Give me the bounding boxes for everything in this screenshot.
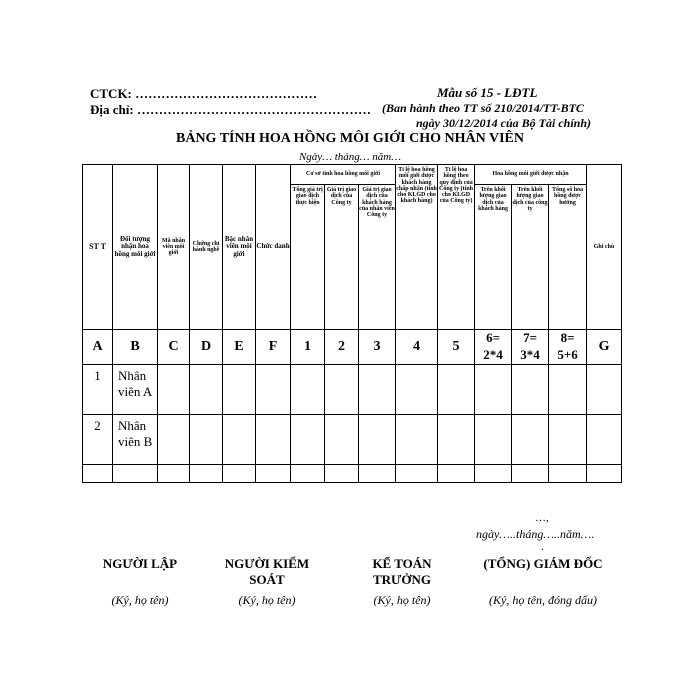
empty-cell [83,464,113,482]
col-letter: E [223,330,256,365]
header-doi-tuong: Đối tượng nhận hoa hồng môi giới [113,165,158,330]
col-letter: F [256,330,291,365]
empty-cell [359,364,396,414]
empty-cell [396,464,438,482]
address-line: Địa chỉ: ……………………………………………… [90,102,371,117]
header-tong-hoa-hong: Tổng số hoa hồng được hưởng [549,185,587,330]
empty-cell [475,364,512,414]
header-chuc-danh: Chức danh [256,165,291,330]
row-name: Nhân viên A [113,364,158,414]
place-dots: …, [535,512,549,524]
empty-cell [325,464,359,482]
header-gt-cong-ty: Giá trị giao dịch của Công ty [325,185,359,330]
empty-cell [113,464,158,482]
empty-cell [291,364,325,414]
col-letter: 1 [291,330,325,365]
col-letter: B [113,330,158,365]
empty-cell [190,414,223,464]
empty-cell [223,364,256,414]
empty-cell [587,464,622,482]
issued-by-line-2: ngày 30/12/2014 của Bộ Tài chính) [416,116,592,130]
col-letter: 5 [438,330,475,365]
empty-cell [475,414,512,464]
empty-cell [223,464,256,482]
empty-cell [256,414,291,464]
empty-cell [587,414,622,464]
ctck-line: CTCK: …………………………………… [90,86,318,101]
signer-nguoi-kiem-soat: NGƯỜI KIỂM SOÁT [224,556,310,588]
header-bac-nhan-vien: Bậc nhân viên môi giới [223,165,256,330]
header-group-co-so: Cơ sở tính hoa hồng môi giới [291,165,396,185]
col-formula: 8= 5+6 [549,330,587,365]
sign-note: (Ký, họ tên) [373,593,431,607]
empty-cell [256,464,291,482]
col-letter: G [587,330,622,365]
form-number: Mẫu số 15 - LĐTL [437,85,538,100]
sign-note: (Ký, họ tên) [238,593,296,607]
row-stt: 2 [83,414,113,464]
empty-cell [190,464,223,482]
empty-cell [158,364,190,414]
header-gt-khach-hang: Giá trị giao dịch của khách hàng của nhân viên Công ty [359,185,396,330]
header-stt: ST T [83,165,113,330]
column-letter-row [83,330,622,365]
issued-by-line-1: (Ban hành theo TT số 210/2014/TT-BTC [382,101,584,115]
table-row [83,464,622,482]
document-date: Ngày… tháng… năm… [298,151,402,163]
col-letter: 2 [325,330,359,365]
empty-cell [438,414,475,464]
empty-cell [549,364,587,414]
empty-cell [190,364,223,414]
empty-cell [396,364,438,414]
empty-cell [325,414,359,464]
empty-cell [359,464,396,482]
empty-cell [549,414,587,464]
col-letter: 3 [359,330,396,365]
empty-cell [587,364,622,414]
row-name: Nhân viên B [113,414,158,464]
empty-cell [512,364,549,414]
header-group-hoa-hong: Hoa hồng môi giới được nhận [475,165,587,185]
table-row [83,364,622,414]
date-end-dot: . [541,541,544,553]
signer-giam-doc: (TỔNG) GIÁM ĐỐC [483,556,603,571]
header-hh-cong-ty: Trên khối lượng giao dịch của công ty [512,185,549,330]
empty-cell [438,364,475,414]
empty-cell [325,364,359,414]
sign-note: (Ký, họ tên) [111,593,169,607]
empty-cell [158,414,190,464]
col-formula: 6= 2*4 [475,330,512,365]
empty-cell [512,414,549,464]
empty-cell [438,464,475,482]
header-tong-giao-dich: Tổng giá trị giao dịch thực hiện [291,185,325,330]
col-letter: C [158,330,190,365]
empty-cell [475,464,512,482]
empty-cell [291,464,325,482]
header-hh-khach-hang: Trên khối lượng giao dịch của khách hàng [475,185,512,330]
row-stt: 1 [83,364,113,414]
header-ti-le-khach-hang: Tỉ lệ hoa hồng môi giới được khách hàng chấp nhận (tính cho KLGD cho khách hàng) [396,165,438,330]
empty-cell [256,364,291,414]
signer-nguoi-lap: NGƯỜI LẬP [102,556,178,571]
document-title: BẢNG TÍNH HOA HỒNG MÔI GIỚI CHO NHÂN VIÊN [176,131,524,146]
col-letter: A [83,330,113,365]
header-ghi-chu: Ghi chú [587,165,622,330]
empty-cell [223,414,256,464]
col-formula: 7= 3*4 [512,330,549,365]
table-row [83,414,622,464]
empty-cell [291,414,325,464]
col-letter: D [190,330,223,365]
signature-date: ngày…..tháng…..năm…. [476,527,595,541]
header-ma-nhan-vien: Mã nhân viên môi giới [158,165,190,330]
signer-ke-toan-truong: KẾ TOÁN TRƯỞNG [372,556,432,588]
empty-cell [549,464,587,482]
empty-cell [158,464,190,482]
commission-table [82,164,622,483]
header-chung-chi: Chứng chỉ hành nghề [190,165,223,330]
empty-cell [396,414,438,464]
empty-cell [512,464,549,482]
sign-note-seal: (Ký, họ tên, đóng dấu) [489,593,597,607]
header-ti-le-cong-ty: Tỉ lệ hoa hồng theo quy định của Công ty (tính cho KLGD của Công ty) [438,165,475,330]
col-letter: 4 [396,330,438,365]
empty-cell [359,414,396,464]
